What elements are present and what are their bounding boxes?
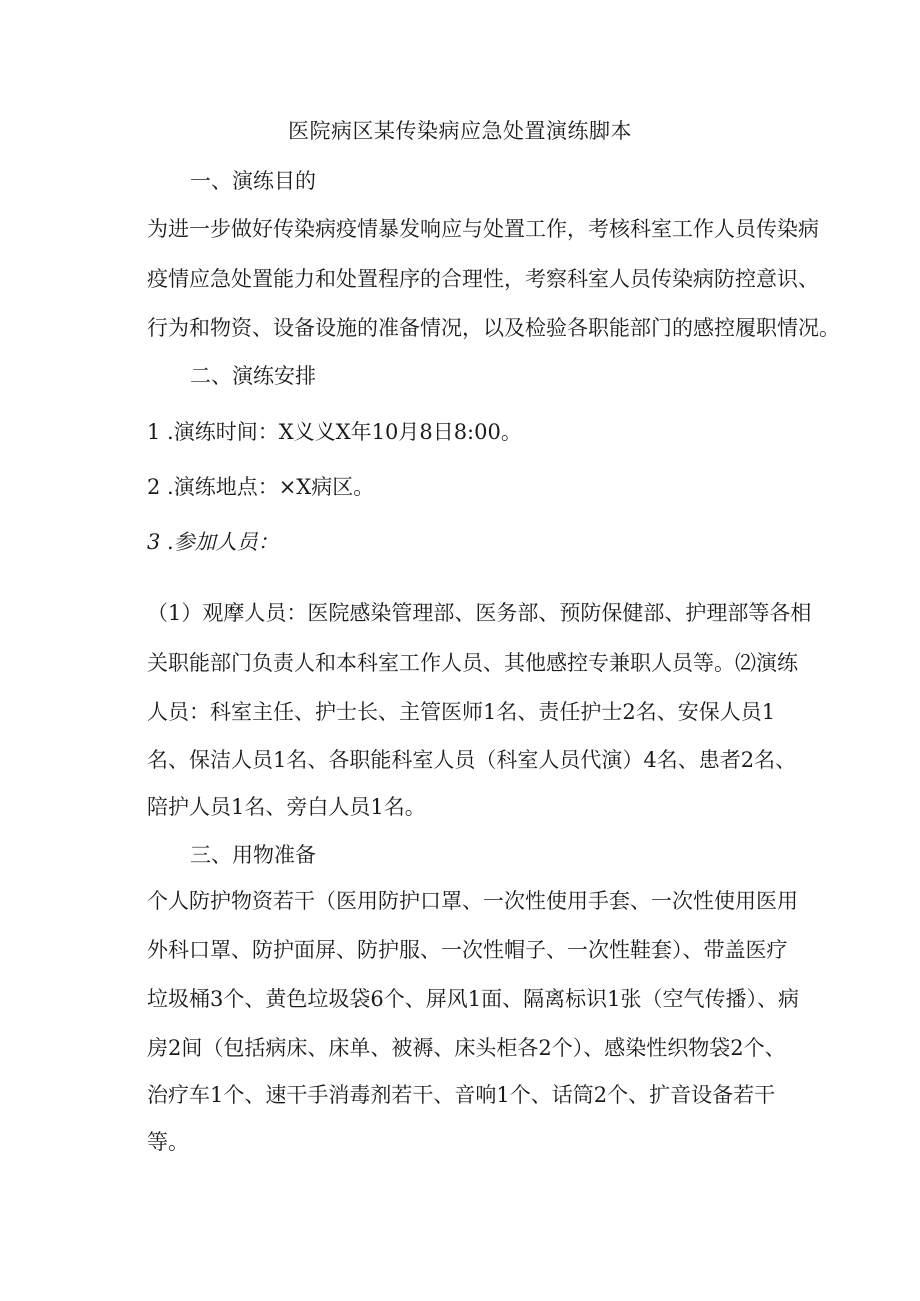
paragraph-line: 个人防护物资若干（医用防护口罩、一次性使用手套、一次性使用医用 [147, 889, 798, 913]
section-heading-purpose: 一、演练目的 [190, 169, 316, 193]
paragraph-line: 为进一步做好传染病疫情暴发响应与处置工作，考核科室工作人员传染病 [147, 217, 819, 241]
list-item-location: 2 .演练地点：×X病区。 [147, 475, 375, 499]
paragraph-line: 陪护人员1名、旁白人员1名。 [147, 795, 426, 819]
section-heading-arrangement: 二、演练安排 [190, 364, 316, 388]
paragraph-line: 关职能部门负责人和本科室工作人员、其他感控专兼职人员等。⑵演练 [147, 651, 798, 675]
paragraph-line: 外科口罩、防护面屏、防护服、一次性帽子、一次性鞋套）、带盖医疗 [147, 938, 788, 962]
paragraph-line: 垃圾桶3个、黄色垃圾袋6个、屏风1面、隔离标识1张（空气传播）、病 [147, 987, 799, 1011]
paragraph-line: 治疗车1个、速干手消毒剂若干、音响1个、话筒2个、扩音设备若干 [147, 1083, 776, 1107]
paragraph-line: 等。 [147, 1130, 189, 1154]
section-heading-materials: 三、用物准备 [190, 843, 316, 867]
paragraph-line: 名、保洁人员1名、各职能科室人员（科室人员代演）4名、患者2名、 [147, 748, 797, 772]
paragraph-line: （1）观摩人员：医院感染管理部、医务部、预防保健部、护理部等各相 [147, 601, 812, 625]
list-item-participants: 3 .参加人员： [147, 530, 279, 554]
document-title: 医院病区某传染病应急处置演练脚本 [288, 119, 632, 143]
paragraph-line: 疫情应急处置能力和处置程序的合理性，考察科室人员传染病防控意识、 [147, 267, 819, 291]
paragraph-line: 行为和物资、设备设施的准备情况，以及检验各职能部门的感控履职情况。 [147, 316, 840, 340]
list-item-time: 1 .演练时间：X义义X年10月8日8:00。 [147, 420, 522, 444]
paragraph-line: 人员：科室主任、护士长、主管医师1名、责任护士2名、安保人员1 [147, 700, 776, 724]
paragraph-line: 房2间（包括病床、床单、被褥、床头柜各2个）、感染性织物袋2个、 [147, 1036, 786, 1060]
